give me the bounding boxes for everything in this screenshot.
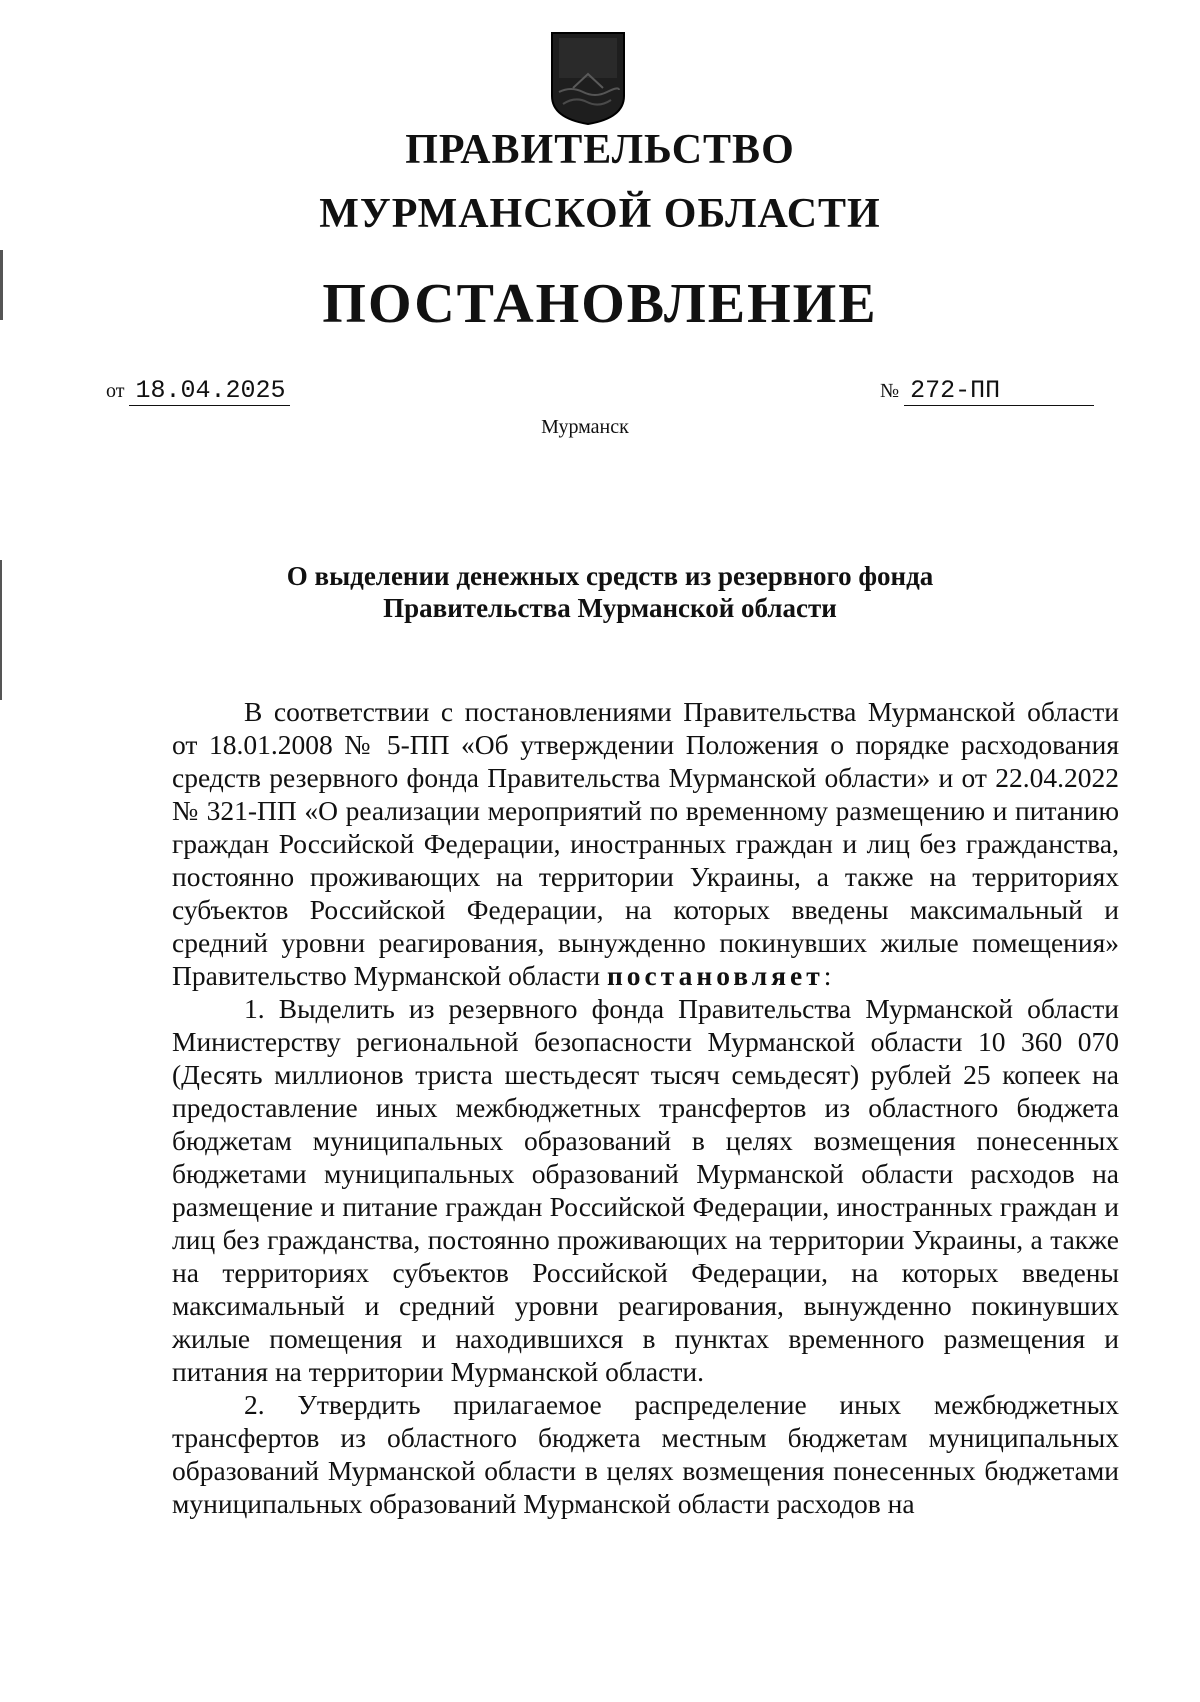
number-prefix: № (880, 380, 900, 402)
subject-line1: О выделении денежных средств из резервного фонда (286, 561, 934, 591)
resolves-keyword: постановляет (606, 960, 824, 991)
number-value: 272-ПП (904, 376, 1094, 406)
item-2-paragraph: 2. Утвердить прилагаемое распределение иных межбюджетных трансфертов из областного бюджета местным бюджетам муниципальных образований Мурманской области в целях возмещения понесенных бюджетами муниципальных образований Мурманской области расходов на (172, 1389, 1119, 1519)
item-1-paragraph: 1. Выделить из резервного фонда Правительства Мурманской области Министерству региональной безопасности Мурманской области 10 360 070 (Десять миллионов триста шестьдесят тысяч семьдесят) рублей 25 копеек на предоставление иных межбюджетных трансфертов из областного бюджета бюджетам муниципальных образований в целях возмещения понесенных бюджетами муниципальных образований Мурманской области расходов на размещение и питание граждан Российской Федерации, иностранных граждан и лиц без гражданства, постоянно проживающих на территории Украины, а также на территориях субъектов Российской Федерации, на которых введены максимальный и средний уровни реагирования, вынужденно покинувших жилые помещения и находившихся в пунктах временного размещения и питания на территории Мурманской области. (172, 993, 1119, 1387)
government-name-line2: МУРМАНСКОЙ ОБЛАСТИ (319, 191, 881, 237)
date-prefix: от (106, 380, 125, 402)
document-body (172, 695, 1119, 1520)
issue-city: Мурманск (541, 416, 629, 438)
date-value: 18.04.2025 (129, 376, 289, 406)
document-date (106, 376, 290, 406)
resolves-colon: : (823, 960, 832, 991)
coat-of-arms-icon (549, 30, 627, 126)
preamble-text: В соответствии с постановлениями Правительства Мурманской области от 18.01.2008 № 5-ПП «Об утверждении Положения о порядке расходования средств резервного фонда Правительства Мурманской области» и от 22.04.2022 № 321-ПП «О реализации мероприятий по временному размещению и питанию граждан Российской Федерации, иностранных граждан и лиц без гражданства, постоянно проживающих на территории Украины, а также на территориях субъектов Российской Федерации, на которых введены максимальный и средний уровни реагирования, вынужденно покинувших жилые помещения» Правительство Мурманской области (172, 696, 1119, 991)
preamble-paragraph (172, 695, 1119, 992)
document-number (880, 376, 1094, 406)
scan-edge-mark (0, 560, 2, 700)
government-name-line1: ПРАВИТЕЛЬСТВО (405, 127, 795, 173)
subject-line2: Правительства Мурманской области (383, 593, 837, 623)
document-subject (250, 560, 970, 624)
document-type-title: ПОСТАНОВЛЕНИЕ (322, 273, 878, 335)
